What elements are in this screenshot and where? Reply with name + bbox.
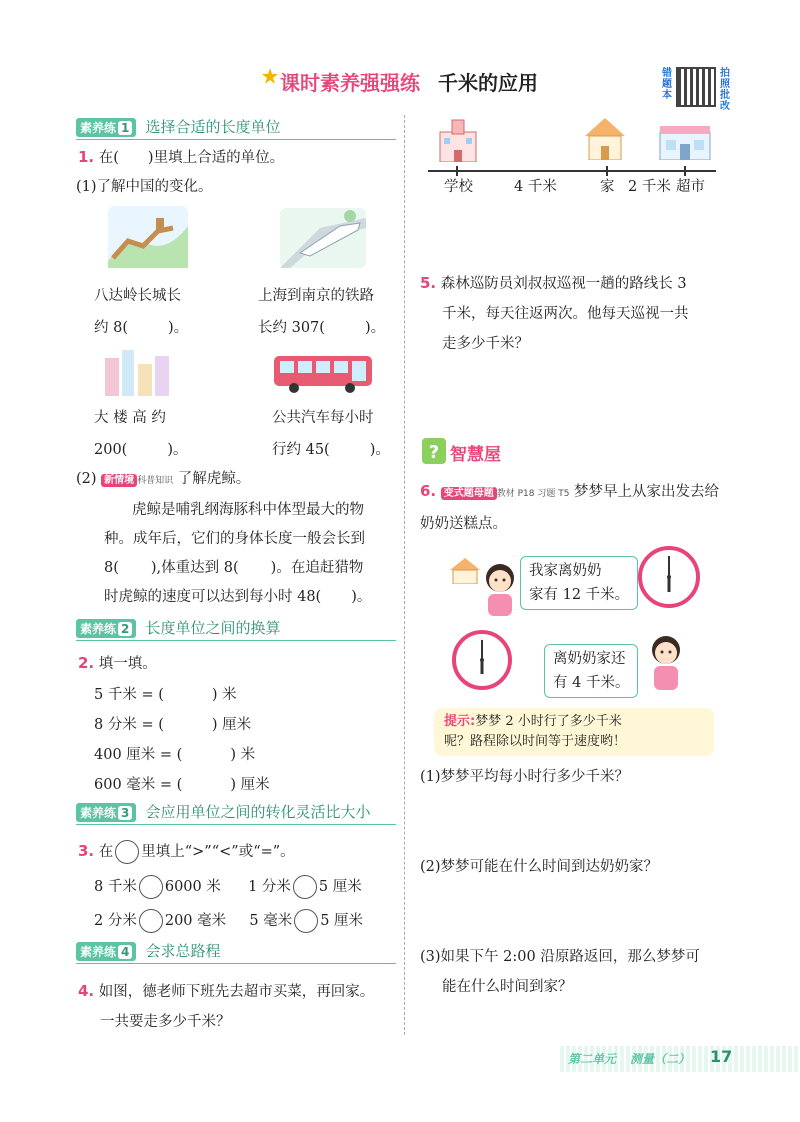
- supermarket-icon: [658, 120, 712, 160]
- bus-image: [272, 352, 374, 394]
- qr-left-label: 错题本: [662, 68, 672, 101]
- section-tag: 素养练 1: [76, 118, 136, 137]
- column-divider: [404, 115, 405, 1035]
- orca-paragraph: 虎鲸是哺乳纲海豚科中体型最大的物 种。成年后，它们的身体长度一般会长到 8( ),体重达到 8( )。在追赶猎物 时虎鲸的速度可以达到每小时 48( )。: [104, 502, 372, 605]
- header-title-series: 课时素养强强练: [280, 71, 420, 95]
- q2-row: 600 毫米 = ( ) 厘米: [94, 777, 270, 793]
- variant-badge: 变式题母题: [441, 487, 497, 500]
- header-title-lesson: 千米的应用: [438, 71, 538, 95]
- railway-image: [280, 208, 366, 268]
- hint-box: 提示:梦梦 2 小时行了多少千米 呢？路程除以时间等于速度哟！: [434, 708, 714, 756]
- speech-bubble-1: 我家离奶奶 家有 12 千米。: [520, 556, 638, 610]
- great-wall-image: [108, 206, 188, 268]
- building-image: [100, 350, 174, 396]
- compare-circle[interactable]: [139, 909, 163, 933]
- qr-right-label: 拍照批改: [720, 68, 730, 112]
- clock-icon: [452, 630, 512, 690]
- speech-bubble-2: 离奶奶家还 有 4 千米。: [544, 644, 638, 698]
- small-house-icon: [448, 556, 482, 584]
- section-3-header: 素养练 3 会应用单位之间的转化灵活比大小: [76, 801, 396, 825]
- compare-circle[interactable]: [139, 875, 163, 899]
- new-scenario-badge: 新情境: [101, 474, 137, 487]
- map-labels: 学校 4 千米 家 2 千米 超市: [444, 179, 705, 195]
- compare-circle: [115, 840, 139, 864]
- q2-row: 400 厘米 = ( ) 米: [94, 747, 256, 763]
- q1-item-2-text: 上海到南京的铁路 长约 307( )。: [258, 288, 386, 336]
- house-icon: [583, 116, 627, 160]
- q2-row: 8 分米 = ( ) 厘米: [94, 717, 252, 733]
- q6-sub3: (3)如果下午 2:00 沿原路返回，那么梦梦可 能在什么时间到家？: [420, 949, 700, 995]
- star-icon: [262, 68, 278, 84]
- section-title: 选择合适的长度单位: [145, 118, 281, 136]
- compare-circle[interactable]: [294, 909, 318, 933]
- section-2-header: 素养练 2 长度单位之间的换算: [76, 617, 396, 641]
- page-number: 17: [710, 1047, 733, 1066]
- question-3: 3. 在 里填上“>”“<”或“=”。: [78, 840, 295, 864]
- question-6: 6. 变式题母题 教材 P18 习题 T5 梦梦早上从家出发去给 奶奶送糕点。: [420, 482, 720, 532]
- section-1-header: [76, 116, 396, 140]
- question-4: 4. 如图，德老师下班先去超市买菜，再回家。 一共要走多少千米？: [78, 982, 375, 1030]
- question-1: 1. 在( )里填上合适的单位。: [78, 148, 285, 166]
- girl-avatar: [644, 632, 688, 690]
- page-footer: 第二单元 测量（二） 17: [560, 1046, 800, 1072]
- clock-icon: [638, 546, 700, 608]
- question-2: 2. 填一填。: [78, 654, 157, 672]
- q1-item-4-text: 公共汽车每小时 行约 45( )。: [272, 410, 390, 458]
- q1-part1: (1)了解中国的变化。: [76, 179, 213, 195]
- qr-code-icon[interactable]: [676, 67, 716, 107]
- q6-sub1: (1)梦梦平均每小时行多少千米？: [420, 769, 630, 785]
- question-5: 5. 森林巡防员刘叔叔巡视一趟的路线长 3 千米，每天往返两次。他每天巡视一共 走多少千米？: [420, 274, 689, 352]
- school-icon: [438, 118, 478, 162]
- svg-text:?: ?: [428, 442, 440, 463]
- girl-avatar: [478, 560, 522, 616]
- page-header: [0, 62, 800, 112]
- q1-item-3-text: 大 楼 高 约 200( )。: [94, 410, 188, 458]
- q3-items: 8 千米 6000 米 1 分米 5 厘米 2 分米 200 毫米 5 毫米 5 厘米: [94, 870, 404, 938]
- route-line: [428, 170, 716, 172]
- q2-rows: [94, 680, 270, 800]
- section-4-header: 素养练 4 会求总路程: [76, 940, 396, 964]
- question-mark-icon: [420, 436, 448, 466]
- q2-row: 5 千米 = ( ) 米: [94, 687, 237, 703]
- q6-sub2: (2)梦梦可能在什么时间到达奶奶家？: [420, 859, 659, 875]
- compare-circle[interactable]: [293, 875, 317, 899]
- q1-item-1-text: 八达岭长城长 约 8( )。: [94, 288, 189, 336]
- q1-part2: (2) 新情境 科普知识 了解虎鲸。: [76, 471, 251, 487]
